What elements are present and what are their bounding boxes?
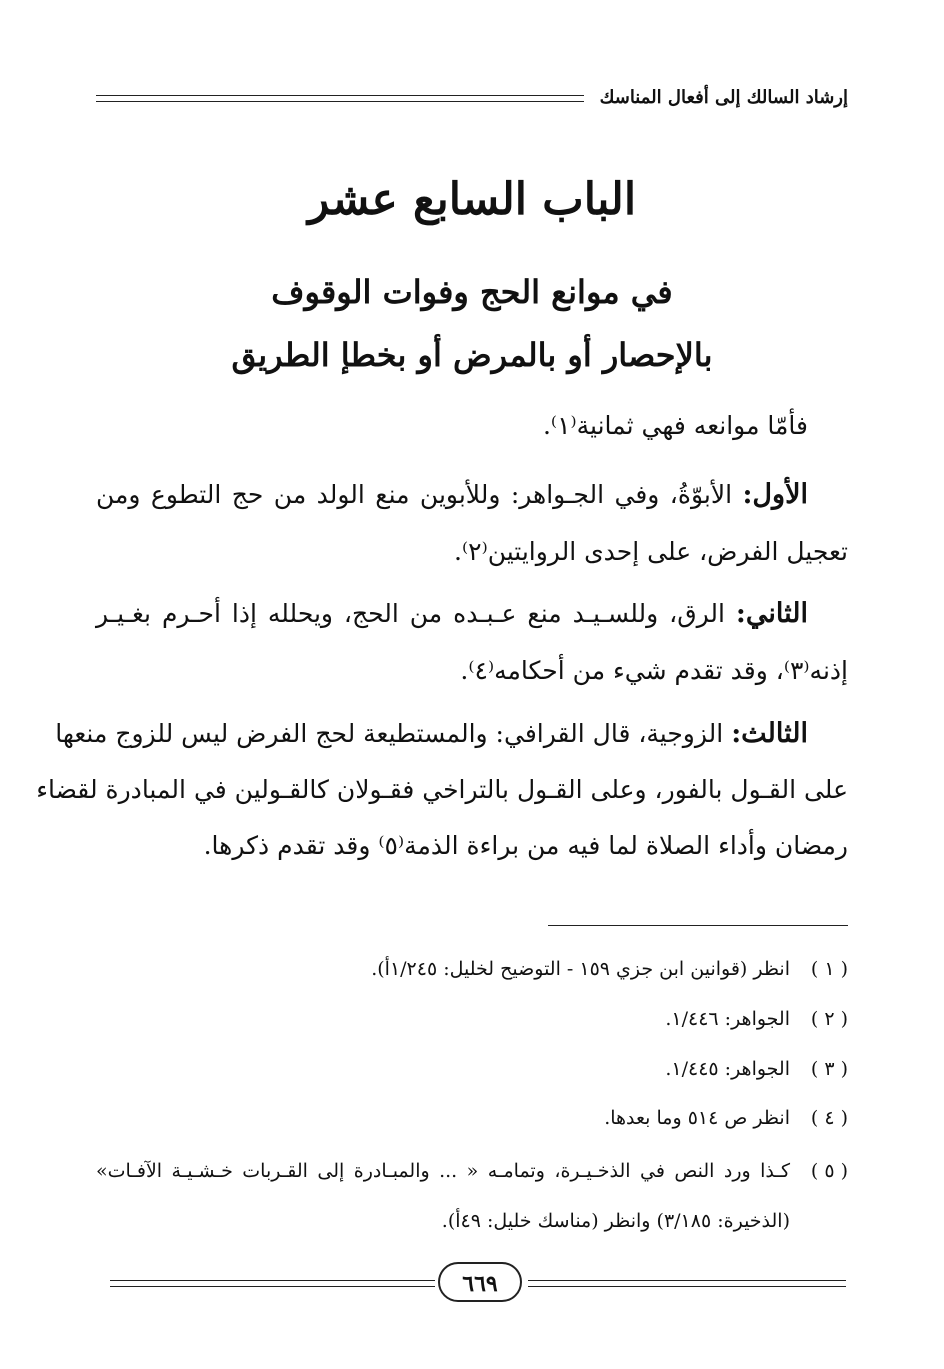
first-text-line1: الأبوّةُ، وفي الجـواهر: وللأبوين منع الولد من حج التطوع ومن	[96, 480, 743, 509]
footnote-text: الجواهر: ١/٤٤٥.	[665, 1058, 790, 1080]
footnote-number: ( ٣ )	[810, 1058, 848, 1080]
second-paragraph-line1	[96, 592, 848, 636]
footnote-text: انظر (قوانين ابن جزي ١٥٩ - التوضيح لخليل: ١/٢٤٥أ).	[371, 958, 790, 980]
third-text-line1: الزوجية، قال القرافي: والمستطيعة لحج الفرض ليس للزوج منعها	[55, 719, 732, 748]
footnote-5-continuation: (الذخيرة: ٣/١٨٥) وانظر (مناسك خليل: ٤٩أ).	[441, 1210, 790, 1232]
footnote-number: ( ١ )	[810, 958, 848, 980]
footnote-3	[96, 1053, 848, 1085]
footnote-text: الجواهر: ١/٤٤٦.	[665, 1008, 790, 1030]
footnote-2	[96, 1003, 848, 1035]
third-paragraph-line3: رمضان وأداء الصلاة لما فيه من براءة الذمة⁽٥⁾ وقد تقدم ذكرها.	[203, 831, 848, 860]
footnote-text: انظر ص ٥١٤ وما بعدها.	[604, 1107, 790, 1129]
chapter-subtitle-line2: بالإحصار أو بالمرض أو بخطإ الطريق	[231, 336, 713, 374]
chapter-title: الباب السابع عشر	[307, 174, 637, 225]
page-number: ٦٦٩	[438, 1262, 522, 1302]
second-paragraph-line2: إذنه⁽٣⁾، وقد تقدم شيء من أحكامه⁽٤⁾.	[460, 656, 848, 685]
footnote-number: ( ٥ )	[810, 1160, 848, 1182]
footer-rule-left	[110, 1280, 435, 1287]
footnote-5	[96, 1155, 848, 1187]
footnote-separator	[548, 925, 848, 926]
footnote-number: ( ٢ )	[810, 1008, 848, 1030]
header-rule	[96, 95, 584, 102]
first-paragraph-line2: تعجيل الفرض، على إحدى الروايتين⁽٢⁾.	[454, 537, 848, 566]
chapter-subtitle-line1: في موانع الحج وفوات الوقوف	[271, 273, 673, 311]
footnote-text: كـذا ورد النص في الذخـيـرة، وتمامـه « ... والمبـادرة إلى القـربات خـشـيـة الآفـات»	[96, 1160, 790, 1182]
first-label: الأول:	[742, 479, 808, 510]
footnote-4	[96, 1102, 848, 1134]
running-header: إرشاد السالك إلى أفعال المناسك	[599, 87, 848, 108]
intro-text: فأمّا موانعه فهي ثمانية⁽١⁾.	[542, 411, 808, 440]
second-label: الثاني:	[735, 598, 808, 629]
second-text-line1: الرق، وللسـيـد منع عـبـده من الحج، ويحلله إذا أحـرم بغـيـر	[96, 599, 736, 628]
intro-paragraph	[96, 404, 848, 448]
third-paragraph-line2: على القـول بالفور، وعلى القـول بالتراخي فقـولان كالقـولين في المبادرة لقضاء	[36, 775, 848, 804]
third-paragraph-line1	[55, 712, 848, 756]
footnote-1	[96, 953, 848, 985]
footer-rule-right	[528, 1280, 846, 1287]
first-paragraph-line1	[96, 473, 848, 517]
third-label: الثالث:	[731, 718, 808, 749]
footnote-number: ( ٤ )	[810, 1107, 848, 1129]
